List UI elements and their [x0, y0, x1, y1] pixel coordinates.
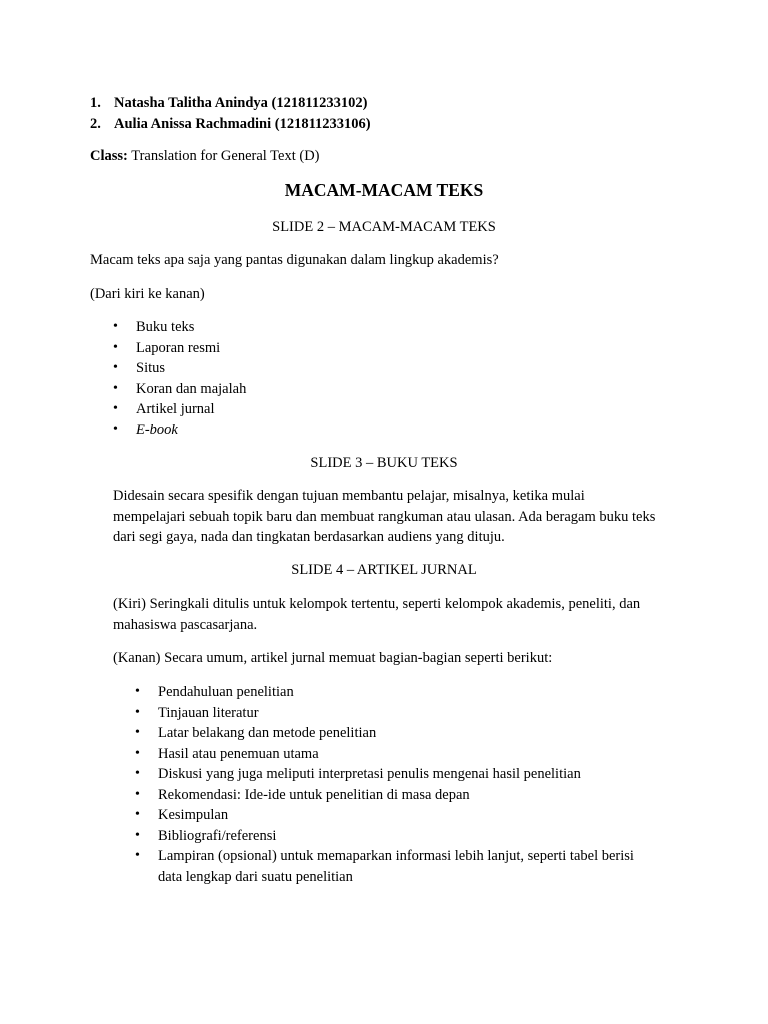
author-item [90, 114, 371, 135]
list-item: • Buku teks [136, 317, 246, 338]
slide2-question: Macam teks apa saja yang pantas digunakan dalam lingkup akademis? [90, 252, 499, 268]
slide2-text-types-list [113, 317, 247, 440]
bullet-icon: • [113, 339, 118, 355]
list-item: • Rekomendasi: Ide-ide untuk penelitian di masa depan [158, 785, 634, 806]
slide2-heading: SLIDE 2 – MACAM-MACAM TEKS [272, 219, 496, 235]
author-number: 2. [90, 115, 101, 132]
author-list [90, 93, 371, 134]
paragraph-line: dari segi gaya, nada dan tingkatan berdasarkan audiens yang dituju. [113, 529, 505, 545]
bullet-icon: • [113, 319, 118, 334]
list-item: • Laporan resmi [136, 338, 246, 359]
list-item: • Bibliografi/referensi [158, 826, 634, 847]
list-item: • Latar belakang dan metode penelitian [158, 723, 634, 744]
class-value: Translation for General Text (D) [131, 148, 320, 164]
author-number: 1. [90, 95, 101, 111]
bullet-icon: • [135, 766, 140, 781]
slide3-heading: SLIDE 3 – BUKU TEKS [310, 455, 458, 471]
bullet-icon: • [135, 745, 140, 761]
author-name: Aulia Anissa Rachmadini (121811233106) [114, 115, 371, 132]
list-item: • Diskusi yang juga meliputi interpretasi penulis mengenai hasil penelitian [158, 764, 634, 785]
list-item: • Tinjauan literatur [158, 703, 634, 724]
bullet-icon: • [135, 684, 140, 699]
paragraph-line: mahasiswa pascasarjana. [113, 616, 258, 633]
author-name: Natasha Talitha Anindya (121811233102) [114, 95, 368, 111]
list-item: • Koran dan majalah [136, 379, 246, 400]
list-item: • Pendahuluan penelitian [158, 682, 634, 703]
list-item: • Hasil atau penemuan utama [158, 744, 634, 765]
bullet-icon: • [135, 704, 140, 720]
document-title: MACAM-MACAM TEKS [284, 180, 484, 200]
bullet-icon: • [135, 725, 140, 740]
list-item: • Lampiran (opsional) untuk memaparkan informasi lebih lanjut, seperti tabel berisi data lengkap dari suatu penelitian [135, 848, 634, 885]
paragraph-line: mempelajari sebuah topik baru dan membuat rangkuman atau ulasan. Ada beragam buku teks [113, 508, 656, 525]
slide4-heading: SLIDE 4 – ARTIKEL JURNAL [291, 562, 477, 578]
class-label: Class: [90, 148, 128, 164]
list-item: • Artikel jurnal [136, 399, 246, 420]
slide4-right-intro: (Kanan) Secara umum, artikel jurnal memuat bagian-bagian seperti berikut: [113, 650, 553, 666]
class-info [90, 146, 320, 166]
slide2-direction: (Dari kiri ke kanan) [90, 286, 205, 302]
bullet-icon: • [113, 360, 118, 375]
bullet-icon: • [135, 807, 140, 822]
paragraph-line: (Kiri) Seringkali ditulis untuk kelompok tertentu, seperti kelompok akademis, peneliti, dan [113, 596, 641, 612]
list-item: • Situs [136, 358, 246, 379]
paragraph-line: Didesain secara spesifik dengan tujuan membantu pelajar, misalnya, ketika mulai [113, 488, 585, 504]
bullet-icon: • [135, 786, 140, 802]
bullet-icon: • [135, 827, 140, 843]
slide4-journal-sections-list [135, 682, 634, 887]
bullet-icon: • [113, 421, 118, 437]
slide3-paragraph [113, 486, 655, 548]
bullet-icon: • [135, 848, 140, 863]
list-item: • Kesimpulan [158, 805, 634, 826]
bullet-icon: • [113, 380, 118, 396]
bullet-icon: • [113, 401, 118, 416]
slide4-left-paragraph [113, 594, 640, 635]
list-item: • E-book [136, 420, 246, 441]
author-item [90, 93, 371, 114]
